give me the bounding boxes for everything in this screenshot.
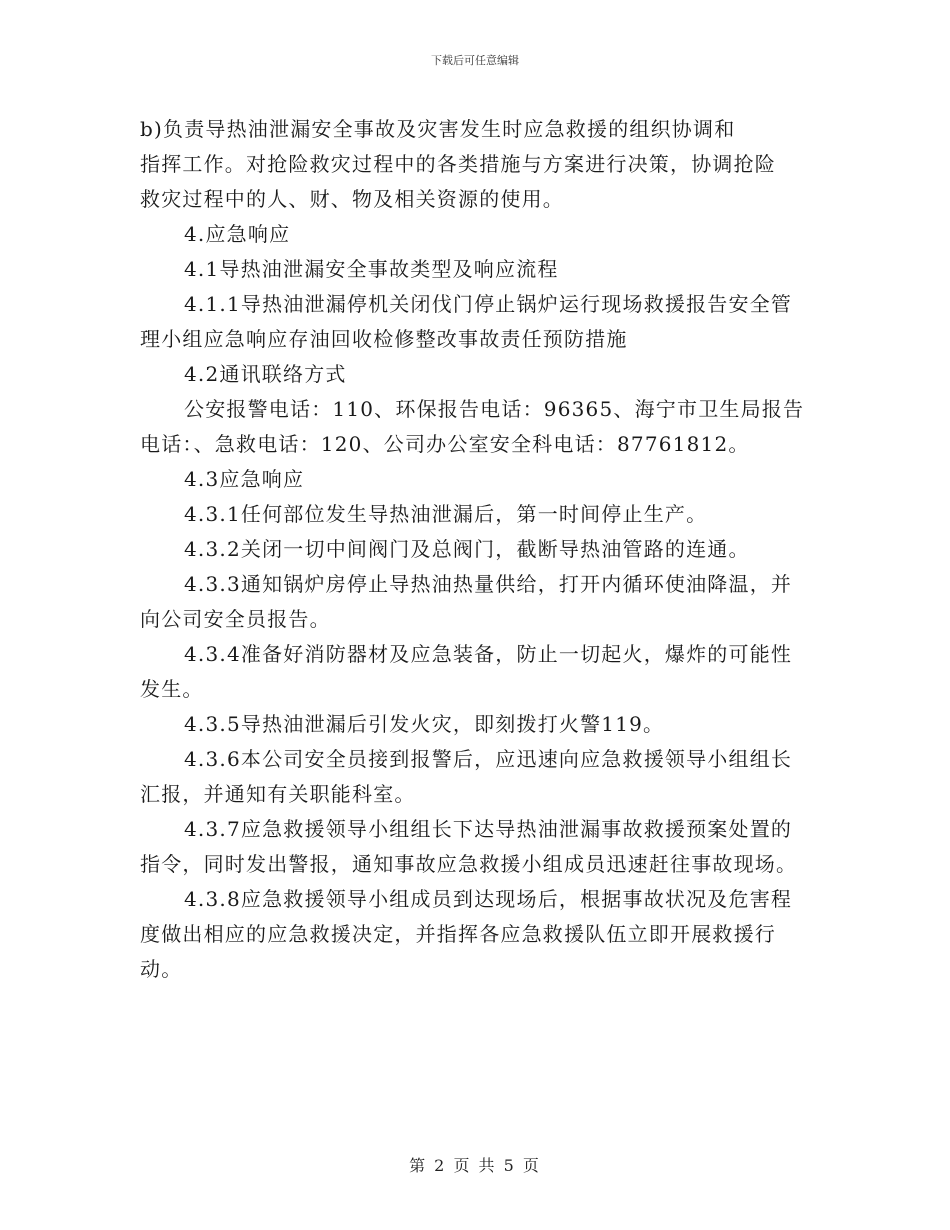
paragraph-line: 公安报警电话：110、环保报告电话：96365、海宁市卫生局报告 [184,397,805,421]
paragraph-line: 4.3.6本公司安全员接到报警后，应迅速向应急救援领导小组组长 [184,747,793,771]
paragraph-line: 4.3.2关闭一切中间阀门及总阀门，截断导热油管路的连通。 [184,537,750,561]
paragraph-line: 向公司安全员报告。 [140,607,331,631]
paragraph-line: 4.3.3通知锅炉房停止导热油热量供给，打开内循环使油降温，并 [184,572,793,596]
paragraph-line: 度做出相应的应急救援决定，并指挥各应急救援队伍立即开展救援行 [140,922,776,946]
paragraph-line: 4.1.1导热油泄漏停机关闭伐门停止锅炉运行现场救援报告安全管 [184,292,793,316]
paragraph-line: 救灾过程中的人、财、物及相关资源的使用。 [140,187,564,211]
section-heading: 4.1导热油泄漏安全事故类型及响应流程 [184,257,559,281]
paragraph-line: b)负责导热油泄漏安全事故及灾害发生时应急救援的组织协调和 [140,117,736,141]
paragraph-line: 4.3.5导热油泄漏后引发火灾，即刻拨打火警119。 [184,712,665,736]
paragraph-line: 4.3.4准备好消防器材及应急装备，防止一切起火，爆炸的可能性 [184,642,793,666]
paragraph-line: 指令，同时发出警报，通知事故应急救援小组成员迅速赶往事故现场。 [140,852,798,876]
section-heading: 4.应急响应 [184,222,291,246]
paragraph-line: 指挥工作。对抢险救灾过程中的各类措施与方案进行决策，协调抢险 [140,152,776,176]
paragraph-line: 4.3.1任何部位发生导热油泄漏后，第一时间停止生产。 [184,502,708,526]
paragraph-line: 4.3.7应急救援领导小组组长下达导热油泄漏事故救援预案处置的 [184,817,793,841]
section-heading: 4.3应急响应 [184,467,305,491]
paragraph-line: 理小组应急响应存油回收检修整改事故责任预防措施 [140,327,628,351]
section-heading: 4.2通讯联络方式 [184,362,347,386]
page-header: 下载后可任意编辑 [431,54,519,67]
paragraph-line: 动。 [140,957,183,981]
document-body [140,112,820,987]
paragraph-line: 电话：、急救电话：120、公司办公室安全科电话：87761812。 [140,432,750,456]
page-footer: 第 2 页 共 5 页 [409,1156,541,1175]
paragraph-line: 发生。 [140,677,204,701]
paragraph-line: 4.3.8应急救援领导小组成员到达现场后，根据事故状况及危害程 [184,887,793,911]
paragraph-line: 汇报，并通知有关职能科室。 [140,782,416,806]
